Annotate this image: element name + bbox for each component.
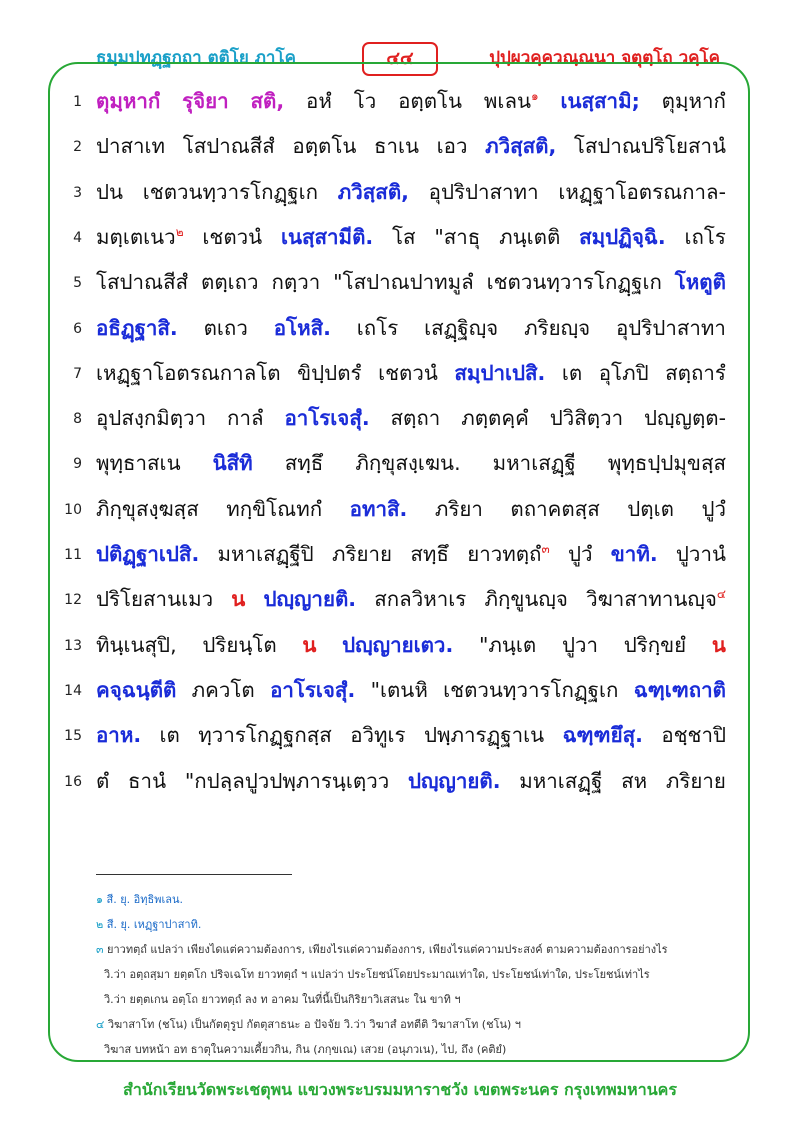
page-number-box: ๔๔ bbox=[362, 42, 438, 76]
word: มหาเสฏฺฐีปิ bbox=[217, 542, 314, 566]
word: ปตฺเต bbox=[627, 496, 674, 521]
word: ปริโยสานเมว bbox=[96, 587, 214, 612]
footnote bbox=[96, 915, 736, 933]
line-number: 14 bbox=[64, 682, 82, 699]
word: ภิกฺขูนญฺจ bbox=[484, 587, 568, 612]
word: โสปาณสีสํ bbox=[182, 134, 275, 159]
word: เชตวนทฺวารโกฏฺฐเก bbox=[486, 270, 662, 295]
line-number: 16 bbox=[64, 773, 82, 790]
word: ทินฺเนสุปิ, bbox=[96, 632, 177, 657]
word: ธาเน bbox=[373, 134, 420, 159]
footnote-mark: ๒ bbox=[96, 918, 104, 931]
word: ขาทิ. bbox=[610, 542, 658, 566]
word: ภิกฺขุสงฺเฆน. bbox=[355, 451, 461, 476]
footnote bbox=[104, 1040, 744, 1058]
footnote-text: วิฆาสาโท (ชโน) เป็นกัตตุรูป กัตตุสาธนะ อ ปัจจัย วิ.ว่า วิฆาสํ อทตีติ วิฆาสาโท (ชโน) ฯ bbox=[107, 1018, 521, 1031]
footnote bbox=[96, 1015, 736, 1033]
word: วิฆาสาทานญฺจ$^๔$ bbox=[586, 587, 726, 612]
word: โสปาณสีสํ bbox=[96, 270, 189, 295]
footnote-text: วิ.ว่า อตฺถสฺมา ยตฺตโก ปริจเฉโท ยาวทตฺถํ ฯ แปลว่า ประโยชน์โดยประมาณเท่าใด, ประโยชน์เท่าใด, ประโยชน์เท่าไร bbox=[104, 968, 650, 981]
word: "กปลฺลปูวปพฺภารนฺเตฺวว bbox=[184, 768, 390, 793]
word: คจฺฉนฺตีติ bbox=[96, 677, 177, 702]
line-number: 3 bbox=[73, 184, 82, 201]
word: พเลน$^๑$ bbox=[483, 89, 539, 113]
line-number: 13 bbox=[64, 637, 82, 654]
word: ตุมฺหากํ bbox=[661, 89, 726, 113]
word: ฉฑฺฑยึสุ. bbox=[562, 723, 643, 748]
word: ขิปฺปตรํ bbox=[297, 360, 362, 385]
header-right-title: ปุปฺผวคฺควณฺณนา จตุตฺโถ วคฺโค bbox=[489, 48, 720, 68]
word: อุโภปิ bbox=[598, 360, 649, 385]
word: น bbox=[711, 632, 726, 657]
word: ปญฺญายติ. bbox=[263, 587, 357, 612]
word: สทฺธึ bbox=[284, 451, 324, 476]
footnote-text: วิฆาส บทหน้า อท ธาตุในความเคี้ยวกิน, กิน (ภกฺขเณ) เสวย (อนุภวเน), ไป, ถึง (คติยํ) bbox=[104, 1043, 507, 1056]
line-number: 12 bbox=[64, 592, 82, 609]
footnote bbox=[104, 990, 744, 1008]
line-number: 9 bbox=[73, 456, 82, 473]
word: เอว bbox=[436, 134, 468, 159]
word: กาลํ bbox=[227, 406, 264, 431]
word: ตํ bbox=[96, 768, 110, 793]
word: อาโรเจสุํ. bbox=[270, 677, 356, 702]
line-number: 2 bbox=[73, 139, 82, 156]
text-line bbox=[96, 628, 726, 662]
word: เนสฺสามีติ. bbox=[281, 224, 374, 249]
footnote-marker[interactable]: ๓ bbox=[541, 542, 550, 557]
word: กตฺวา bbox=[271, 270, 321, 295]
text-line bbox=[96, 492, 726, 526]
word: สตฺถา bbox=[390, 406, 441, 431]
word: อตฺตโน bbox=[398, 89, 463, 113]
text-line bbox=[96, 129, 726, 163]
word: อุปริปาสาทา bbox=[616, 315, 726, 340]
footnote-marker[interactable]: ๑ bbox=[531, 89, 539, 104]
text-line bbox=[96, 446, 726, 480]
footnote bbox=[96, 940, 736, 958]
word: อธิฏฺฐาสิ. bbox=[96, 315, 178, 340]
word: ปูวํ bbox=[701, 496, 726, 521]
line-number: 5 bbox=[73, 275, 82, 292]
word: เชตวนทฺวารโกฏฺฐเก bbox=[443, 677, 619, 702]
text-line bbox=[96, 764, 726, 798]
word: ปญฺญตฺต- bbox=[644, 406, 726, 431]
word: ธานํ bbox=[128, 768, 167, 793]
footnote-text: ยาวทตฺถํ แปลว่า เพียงไดแต่ความต้องการ, เพียงไรแต่ความต้องการ, เพียงไรแต่ความประสงค์ ตามความต้องการอย่างไร bbox=[107, 943, 668, 956]
word: มตฺเตเนว$^๒$ bbox=[96, 224, 184, 249]
word: เถโร bbox=[684, 224, 726, 249]
word: เถโร bbox=[356, 315, 399, 340]
word: พุทฺธปฺปมุขสฺส bbox=[607, 451, 726, 476]
word: สมฺปฏิจฺฉิ. bbox=[579, 224, 666, 249]
word: ปริยนฺโต bbox=[202, 632, 277, 657]
word: สทฺธึ bbox=[410, 542, 449, 566]
word: นิสีทิ bbox=[212, 451, 253, 476]
word: น bbox=[302, 632, 317, 657]
word: ภริยาย bbox=[331, 542, 393, 566]
line-number: 4 bbox=[73, 229, 82, 246]
word: อหํ bbox=[306, 89, 332, 113]
word: อวิทูเร bbox=[350, 723, 406, 748]
word: ปูวา bbox=[561, 632, 598, 657]
word: โสปาณปริโยสานํ bbox=[573, 134, 726, 159]
word: "โสปาณปาทมูลํ bbox=[333, 270, 474, 295]
footnote-text: วิ.ว่า ยตฺตเกน อตฺโถ ยาวทตฺถํ ลง ท อาคม ในที่นี้เป็นกิริยาวิเสสนะ ใน ขาทิ ฯ bbox=[104, 993, 461, 1006]
footer-text: สำนักเรียนวัดพระเชตุพน แขวงพระบรมมหาราชวัง เขตพระนคร กรุงเทพมหานคร bbox=[123, 1080, 677, 1099]
word: มหาเสฏฺฐี bbox=[519, 768, 603, 793]
footnote-rule bbox=[96, 874, 292, 875]
word: มหาเสฏฺฐี bbox=[492, 451, 576, 476]
word: พุทฺธาสเน bbox=[96, 451, 181, 476]
word: อาโรเจสุํ. bbox=[284, 406, 370, 431]
word: เหฏฺฐาโอตรณกาล- bbox=[558, 179, 726, 204]
line-number: 15 bbox=[64, 728, 82, 745]
word: ภวิสฺสติ, bbox=[337, 179, 409, 204]
word: ภริยา bbox=[434, 496, 483, 521]
footnote-text: สี. ยุ. เหฏฺฐาปาสาทิ. bbox=[106, 918, 202, 931]
text-line bbox=[96, 718, 726, 752]
text-line bbox=[96, 175, 726, 209]
word: อทาสิ. bbox=[349, 496, 408, 521]
word: สห bbox=[621, 768, 648, 793]
word: อุปริปาสาทา bbox=[428, 179, 539, 204]
word: สกลวิหาเร bbox=[374, 587, 467, 612]
word: ภควโต bbox=[191, 677, 255, 702]
word: "สาธุ bbox=[434, 224, 481, 249]
word: ภริยาย bbox=[665, 768, 726, 793]
text-line bbox=[96, 311, 726, 345]
word: เสฏฺฐิญฺจ bbox=[424, 315, 499, 340]
word: ฉฑฺเฑถาติ bbox=[633, 677, 726, 702]
word: ทฺวารโกฏฺฐกสฺส bbox=[198, 723, 332, 748]
word: เชตวนทฺวารโกฏฺฐเก bbox=[142, 179, 319, 204]
word: สติ, bbox=[250, 89, 285, 113]
word: ตเถว bbox=[203, 315, 248, 340]
line-number: 6 bbox=[73, 320, 82, 337]
word: ปญฺญายติ. bbox=[407, 768, 501, 793]
word: ทกฺขิโณทกํ bbox=[226, 496, 323, 521]
word: ปญฺญายเตว. bbox=[342, 632, 454, 657]
line-number: 1 bbox=[73, 94, 82, 110]
word: เต bbox=[561, 360, 583, 385]
word: ปาสาเท bbox=[96, 134, 166, 159]
word: อตฺตโน bbox=[292, 134, 357, 159]
word: เหฏฺฐาโอตรณกาลโต bbox=[96, 360, 281, 385]
word: ปูวํ bbox=[567, 542, 593, 566]
word: สตฺถารํ bbox=[665, 360, 726, 385]
line-number: 7 bbox=[73, 365, 82, 382]
word: อาห. bbox=[96, 723, 142, 748]
word: น bbox=[231, 587, 246, 612]
word: ภิกฺขุสงฺฆสฺส bbox=[96, 496, 199, 521]
word: ปพฺภารฏฺฐาเน bbox=[423, 723, 545, 748]
word: สมฺปาเปสิ. bbox=[454, 360, 546, 385]
word: ตุมฺหากํ bbox=[96, 89, 161, 113]
word: ตตฺเถว bbox=[201, 270, 259, 295]
line-number: 8 bbox=[73, 411, 82, 428]
footnote-mark: ๑ bbox=[96, 893, 103, 906]
word: เชตวนํ bbox=[202, 224, 263, 249]
word: ปวิสิตฺวา bbox=[549, 406, 624, 431]
word: ปติฏฺฐาเปสิ. bbox=[96, 542, 200, 566]
word: ยาวทตฺถํ$^๓$ bbox=[467, 542, 550, 566]
word: ภริยญฺจ bbox=[524, 315, 591, 340]
word: ภตฺตคฺคํ bbox=[461, 406, 529, 431]
text-line bbox=[96, 401, 726, 435]
word: ปน bbox=[96, 179, 124, 204]
text-line bbox=[96, 582, 726, 616]
word: ตถาคตสฺส bbox=[510, 496, 600, 521]
line-number: 10 bbox=[64, 501, 82, 518]
footnote-mark: ๓ bbox=[96, 943, 104, 956]
word: อุปสงฺกมิตฺวา bbox=[96, 406, 207, 431]
word: ปูวานํ bbox=[675, 542, 726, 566]
text-line bbox=[96, 356, 726, 390]
footnote-marker[interactable]: ๔ bbox=[716, 587, 726, 602]
text-line bbox=[96, 673, 726, 707]
word: รุจิยา bbox=[182, 89, 229, 113]
word: ภนฺเตติ bbox=[499, 224, 561, 249]
footnote bbox=[104, 965, 744, 983]
footnote bbox=[96, 890, 736, 908]
header-left-title: ธมฺมปทฏฺฐกถา ตติโย ภาโค bbox=[96, 48, 296, 68]
word: โว bbox=[353, 89, 377, 113]
word: อชฺชาปิ bbox=[661, 723, 726, 748]
text-line bbox=[96, 537, 726, 571]
word: "เตนหิ bbox=[370, 677, 428, 702]
text-line bbox=[96, 220, 726, 254]
word: เชตวนํ bbox=[378, 360, 438, 385]
word: "ภนฺเต bbox=[478, 632, 537, 657]
footnote-text: สี. ยุ. อิทฺธิพเลน. bbox=[106, 893, 183, 906]
line-number: 11 bbox=[64, 547, 82, 563]
text-line bbox=[96, 265, 726, 299]
word: ภวิสฺสติ, bbox=[485, 134, 557, 159]
word: อโหสิ. bbox=[273, 315, 331, 340]
text-line bbox=[96, 84, 726, 118]
word: เนสฺสามิ; bbox=[560, 89, 640, 113]
word: ปริกฺขยํ bbox=[623, 632, 687, 657]
word: โส bbox=[391, 224, 416, 249]
word: โหตูติ bbox=[674, 270, 726, 295]
footnote-marker[interactable]: ๒ bbox=[175, 225, 184, 240]
word: เต bbox=[159, 723, 180, 748]
footnote-mark: ๔ bbox=[96, 1018, 105, 1031]
